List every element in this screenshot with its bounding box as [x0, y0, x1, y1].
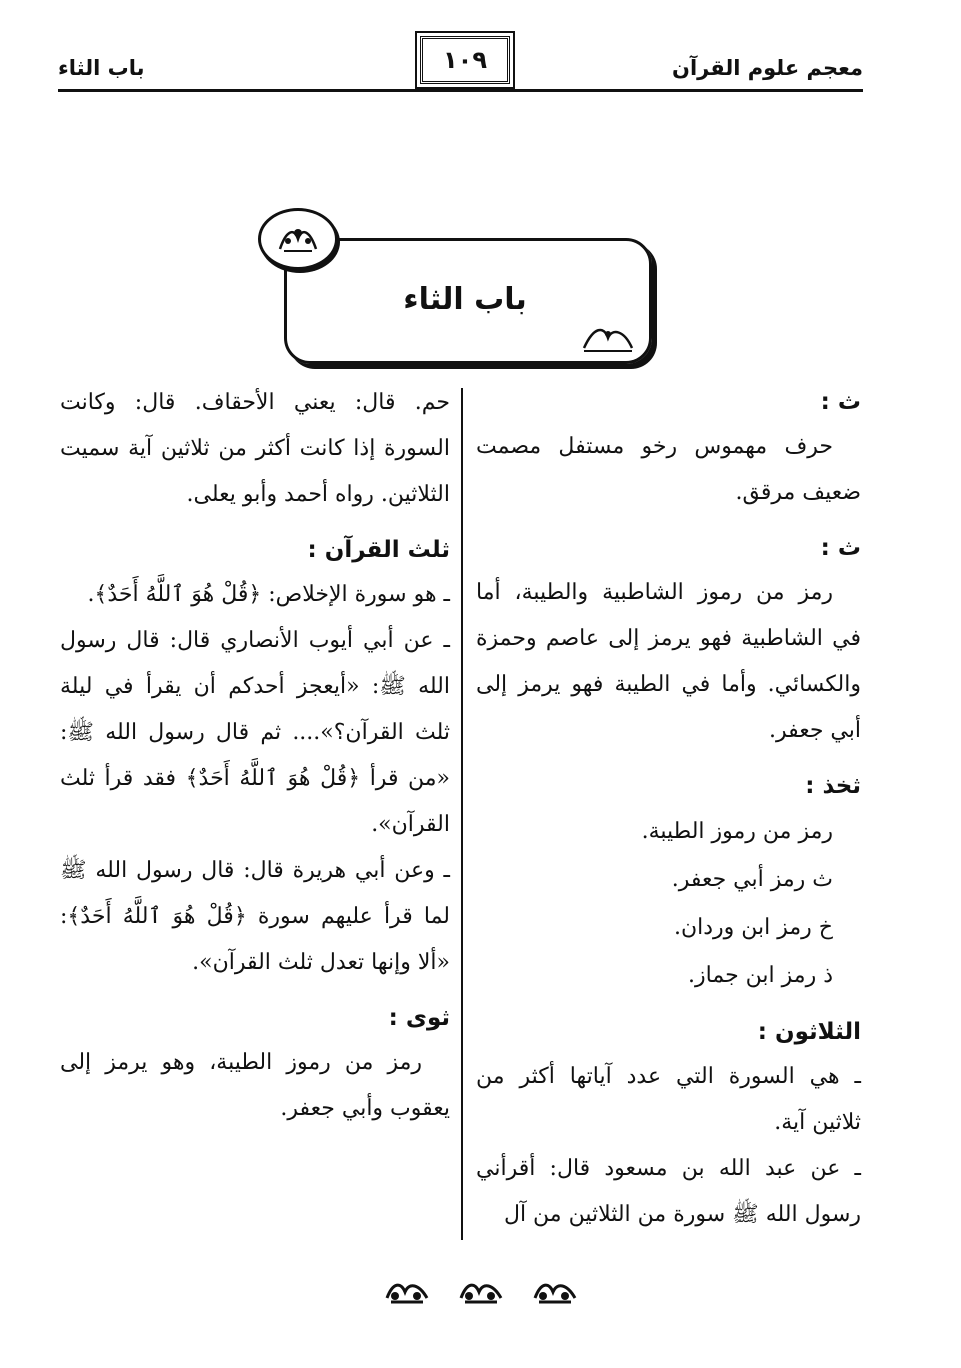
list-item: ذ رمز ابن جماز. — [688, 963, 833, 988]
entry-heading: ثوى : — [388, 1005, 450, 1031]
column-divider — [461, 388, 463, 1240]
entry-text: ـ هي السورة التي عدد آياتها أكثر من ثلاثين آية. — [476, 1064, 861, 1135]
entry-text: رمز من رموز الشاطبية والطيبة، أما في الشاطبية فهو يرمز إلى عاصم وحمزة والكسائي. وأما في الطيبة فهو يرمز إلى أبي جعفر. — [476, 580, 861, 743]
entry-heading: ثخذ : — [805, 773, 861, 799]
entry-text: ـ وعن أبي هريرة قال: قال رسول الله ﷺ لما قرأ عليهم سورة ﴿قُلْ هُوَ ٱللَّهُ أَحَدٌ﴾: «ألا وإنها تعدل ثلث القرآن». — [60, 858, 450, 975]
right-column — [476, 380, 861, 1238]
list-item: خ رمز ابن وردان. — [673, 915, 833, 940]
list-item: رمز من رموز الطيبة. — [641, 819, 833, 844]
entry-text: ـ هو سورة الإخلاص: ﴿قُلْ هُوَ ٱللَّهُ أَحَدٌ﴾. — [87, 582, 450, 607]
footer-ornaments — [0, 1278, 961, 1306]
entry-heading: الثلاثون : — [757, 1019, 861, 1045]
footer-ornament-icon — [383, 1278, 431, 1306]
entry-text: حم. قال: يعني الأحقاف. قال: وكانت السورة إذا كانت أكثر من ثلاثين آية سميت الثلاثين. رواه أحمد وأبو يعلى. — [60, 390, 450, 507]
footer-ornament-icon — [457, 1278, 505, 1306]
entry-text: ـ عن عبد الله بن مسعود قال: أقرأني رسول الله ﷺ سورة من الثلاثين من آل — [476, 1156, 861, 1227]
left-column — [60, 380, 450, 1132]
running-chapter: باب الثاء — [58, 56, 145, 80]
header-rule — [58, 89, 863, 92]
entry-heading: ث : — [820, 535, 861, 561]
running-title: معجم علوم القرآن — [672, 56, 863, 80]
footer-ornament-icon — [531, 1278, 579, 1306]
entry-heading: ث : — [820, 389, 861, 415]
chapter-title: باب الثاء — [403, 282, 527, 317]
entry-text: رمز من رموز الطيبة، وهو يرمز إلى يعقوب وأبي جعفر. — [60, 1050, 450, 1121]
floral-emblem-icon — [258, 208, 338, 270]
entry-heading: ثلث القرآن : — [307, 537, 450, 563]
page-number: ١٠٩ — [420, 36, 510, 84]
corner-ornament-icon — [580, 322, 636, 358]
entry-text: حرف مهموس رخو مستفل مصمت ضعيف مرقق. — [476, 434, 861, 505]
list-item: ث رمز أبي جعفر. — [671, 867, 833, 892]
entry-text: ـ عن أبي أيوب الأنصاري قال: قال رسول الله ﷺ: «أيعجز أحدكم أن يقرأ في ليلة ثلث القرآن؟».... ثم قال رسول الله ﷺ: «من قرأ ﴿قُلْ هُوَ ٱللَّهُ أَحَدٌ﴾ فقد قرأ ثلث القرآن». — [60, 628, 450, 837]
page-header — [58, 36, 863, 92]
